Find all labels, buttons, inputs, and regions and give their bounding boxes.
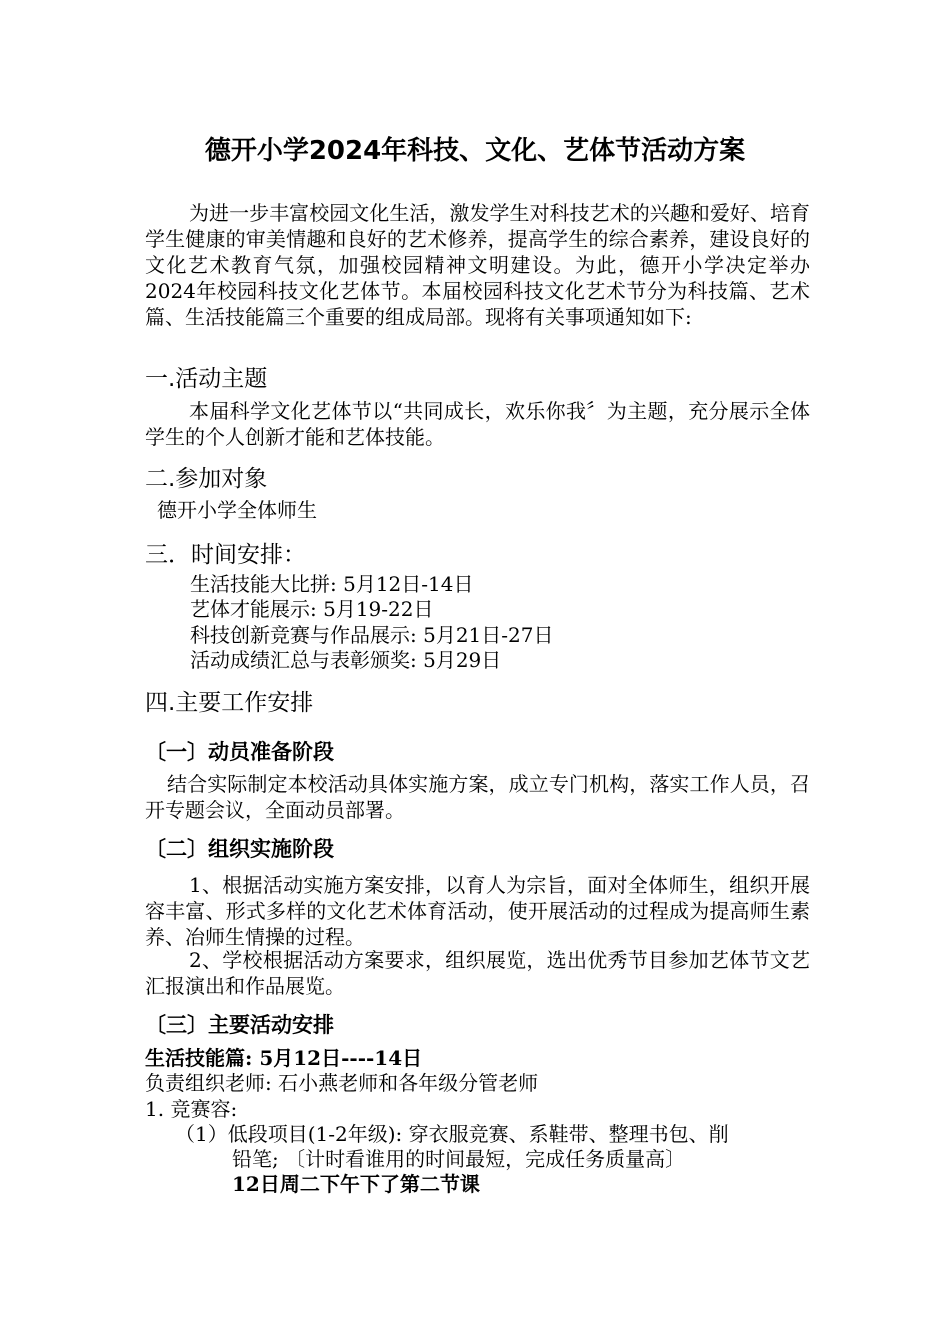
section-heading-schedule: 三．时间安排：	[145, 542, 306, 568]
intro-paragraph: 为进一步丰富校园文化生活，激发学生对科技艺术的兴趣和爱好、培育学生健康的审美情趣和良好的艺术修养，提高学生的综合素养，建设良好的文化艺术教育气氛，加强校园精神文明建设。为此，德开小学决定举办2024年校园科技文化艺体节。本届校园科技文化艺术节分为科技篇、艺术篇、生活技能篇三个重要的组成局部。现将有关事项通知如下:	[145, 201, 810, 329]
subsection-heading-activities: 〔三〕主要活动安排	[145, 1012, 334, 1037]
section-heading-work: 四.主要工作安排	[145, 690, 314, 716]
schedule-item: 活动成绩汇总与表彰颁奖: 5月29日	[190, 648, 502, 672]
section-heading-theme: 一.活动主题	[145, 366, 268, 392]
contest-item-line: 铅笔; 〔计时看谁用的时间最短，完成任务质量高〕	[232, 1147, 686, 1171]
schedule-item: 科技创新竞赛与作品展示: 5月21日-27日	[190, 623, 554, 647]
contest-item-line: （1）低段项目(1-2年级): 穿衣服竞赛、系鞋带、整理书包、削	[175, 1122, 729, 1146]
theme-paragraph: 本届科学文化艺体节以“共同成长，欢乐你我〞为主题，充分展示全体学生的个人创新才能和艺体技能。	[145, 399, 810, 449]
life-skills-heading: 生活技能篇: 5月12日----14日	[145, 1046, 423, 1070]
contest-item-time: 12日周二下午下了第二节课	[232, 1172, 480, 1196]
organizer-text: 负责组织老师: 石小燕老师和各年级分管老师	[145, 1071, 539, 1095]
document-title: 德开小学2024年科技、文化、艺体节活动方案	[204, 136, 746, 166]
implementation-paragraph-2: 2、学校根据活动方案要求，组织展览，选出优秀节目参加艺体节文艺汇报演出和作品展览。	[145, 948, 810, 998]
section-heading-participants: 二.参加对象	[145, 466, 268, 492]
implementation-paragraph-1: 1、根据活动实施方案安排，以育人为宗旨，面对全体师生，组织开展容丰富、形式多样的文化艺术体育活动，使开展活动的过程成为提高师生素养、冶师生情操的过程。	[145, 873, 810, 949]
subsection-heading-implementation: 〔二〕组织实施阶段	[145, 836, 334, 861]
contest-label: 1. 竞赛容:	[145, 1097, 238, 1121]
preparation-paragraph: 结合实际制定本校活动具体实施方案，成立专门机构，落实工作人员，召开专题会议，全面动员部署。	[145, 772, 810, 822]
schedule-item: 艺体才能展示: 5月19-22日	[190, 597, 434, 621]
schedule-item: 生活技能大比拼: 5月12日-14日	[190, 572, 474, 596]
participants-text: 德开小学全体师生	[157, 498, 317, 522]
subsection-heading-preparation: 〔一〕动员准备阶段	[145, 739, 334, 764]
